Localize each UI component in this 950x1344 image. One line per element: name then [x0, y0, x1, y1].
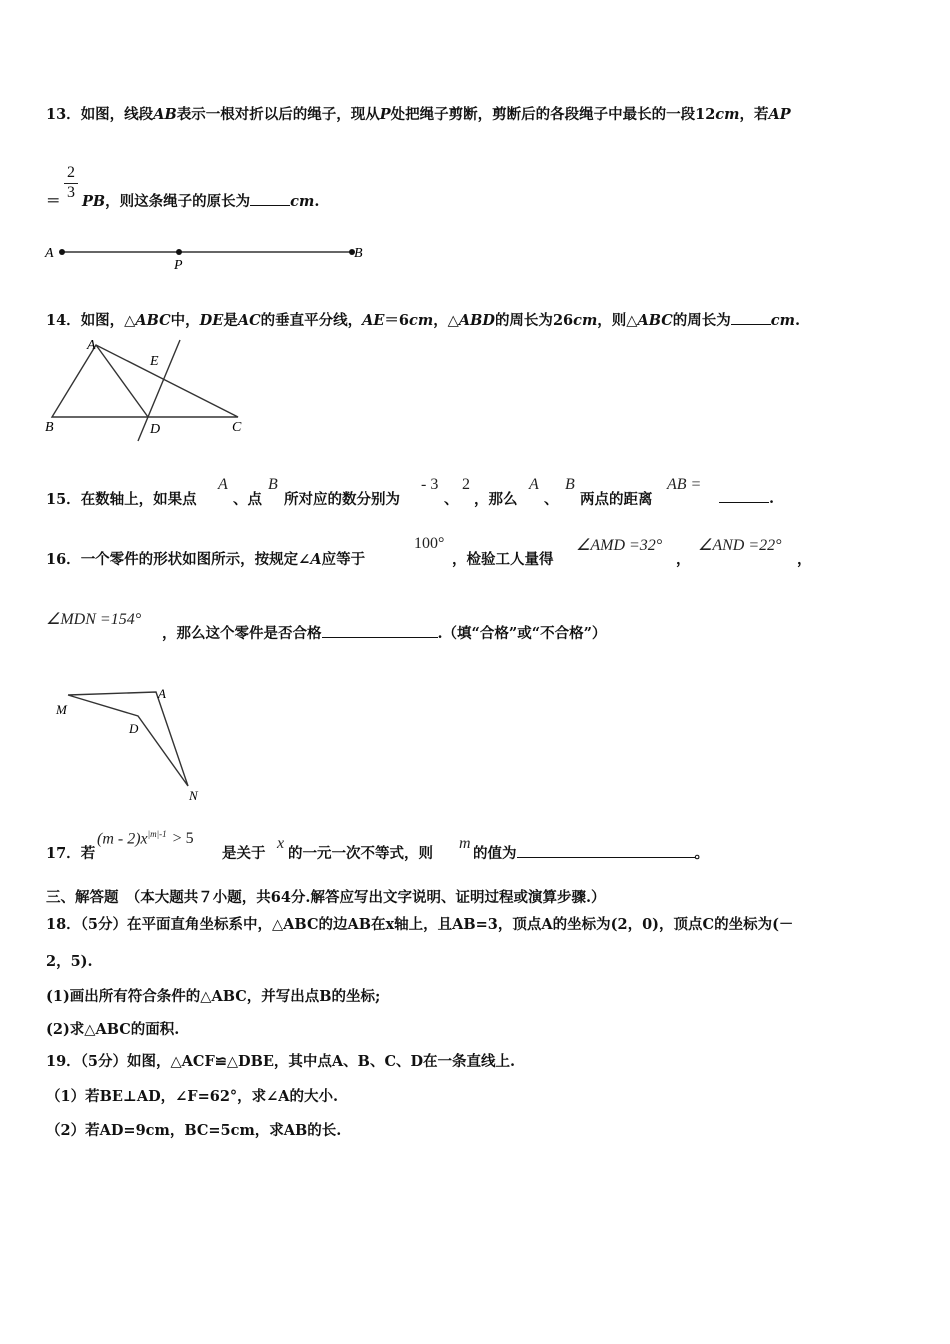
q15-text: 所对应的数分别为	[284, 491, 400, 508]
q19-subquestion-2: （2）若AD=9cm，BC=5cm，求AB的长.	[46, 1122, 342, 1139]
segment-ad	[96, 345, 148, 417]
q16-angle-and: ∠AND =22°	[698, 537, 782, 554]
q17-text: 是关于	[222, 845, 266, 862]
q15-ab-expression: AB =	[667, 476, 702, 493]
q15-value-b: 2	[462, 476, 470, 493]
q15-text: 两点的距离	[580, 491, 653, 508]
label-d: D	[129, 721, 139, 736]
q14-text: 的垂直平分线，	[260, 312, 363, 329]
q14-de: DE	[199, 312, 224, 329]
q16-text: 一个零件的形状如图所示，按规定∠	[80, 551, 311, 568]
q14-abc: ABC	[135, 312, 171, 329]
q19-subquestion-1: （1）若BE⊥AD，∠F=62°，求∠A的大小.	[46, 1088, 339, 1105]
q18-subquestion-2: (2)求△ABC的面积.	[46, 1021, 180, 1038]
label-e: E	[150, 354, 159, 369]
q16-number: 16．	[46, 551, 81, 568]
q14-text: 的周长为	[672, 312, 731, 329]
label-n: N	[189, 788, 198, 803]
fraction-denominator: 3	[67, 184, 75, 201]
q16-comma: ，	[676, 551, 691, 568]
q13-line2	[82, 190, 319, 211]
q17-text: 的值为	[473, 845, 517, 862]
q16-angle-amd: ∠AMD =32°	[576, 537, 663, 554]
q13-pb: PB	[82, 193, 106, 210]
q13-text: 处把绳子剪断，剪断后的各段绳子中最长的一段	[390, 106, 696, 123]
q13-segment-ab: AB	[153, 106, 177, 123]
q13-text: 如图，线段	[80, 106, 154, 123]
q15-answer-blank[interactable]	[719, 488, 769, 503]
label-a: A	[87, 338, 96, 353]
q14-text: 是	[223, 312, 238, 329]
q17-start	[46, 842, 95, 863]
q17-number: 17．	[46, 845, 81, 862]
q13-unit2: cm	[290, 193, 315, 210]
q15-point-b2: B	[565, 476, 575, 493]
q16-text: ，检验工人量得	[452, 551, 554, 568]
q13-number: 13．	[46, 106, 81, 123]
q14-text: 的周长为	[494, 312, 553, 329]
q14-text: ＝6	[384, 312, 410, 329]
q14-end: .	[794, 312, 801, 329]
q13-line2-eq	[46, 190, 61, 211]
q16-comma: ，	[797, 551, 812, 568]
q13-end: .	[314, 193, 320, 210]
label-a: A	[45, 246, 54, 261]
q17-variable-x: x	[277, 835, 285, 852]
q13-equals: ＝	[46, 193, 61, 210]
q13-line1	[46, 103, 791, 124]
q17-text: 的一元一次不等式，则	[288, 845, 433, 862]
q17-end: 。	[694, 845, 709, 862]
point-a-dot	[59, 249, 65, 255]
q16-angle-mdn: ∠MDN =154°	[46, 611, 142, 628]
label-d: D	[150, 422, 161, 437]
q14-unit: cm	[409, 312, 434, 329]
q17-inequality	[97, 829, 194, 848]
fraction-numerator: 2	[67, 164, 75, 181]
q15-num-text	[46, 488, 197, 509]
part-outline	[68, 692, 188, 786]
q16-text: ，那么这个零件是否合格	[162, 625, 322, 642]
q13-point-p: P	[379, 106, 391, 123]
q14-answer-blank[interactable]	[731, 310, 771, 325]
q15-text: ，那么	[474, 491, 518, 508]
q15-point-b: B	[268, 476, 278, 493]
q17-exponent: |m|-1	[147, 829, 167, 839]
q13-length: 12	[695, 106, 716, 123]
q15-text: 、点	[233, 491, 262, 508]
q14-figure	[40, 335, 255, 447]
q13-text: ，若	[739, 106, 769, 123]
q13-ap: AP	[768, 106, 791, 123]
q15-text: 在数轴上，如果点	[80, 491, 197, 508]
q16-text: 应等于	[321, 551, 366, 568]
section-heading: 三、解答题 （本大题共７小题，共64分.解答应写出文字说明、证明过程或演算步骤.）	[46, 889, 606, 906]
q15-value-a: - 3	[421, 476, 439, 493]
q14-unit: cm	[573, 312, 598, 329]
q14-number: 14．	[46, 312, 81, 329]
q14-abd: ABD	[458, 312, 495, 329]
q16-line1a	[46, 548, 365, 569]
label-b: B	[45, 420, 54, 435]
q17-expression: (m - 2)x	[97, 830, 148, 848]
q13-fraction	[64, 165, 78, 201]
q14-line1	[46, 309, 800, 330]
q16-figure	[50, 680, 220, 805]
q13-unit: cm	[715, 106, 740, 123]
q15-separator: 、	[544, 491, 559, 508]
q18-subquestion-1: (1)画出所有符合条件的△ABC，并写出点B的坐标;	[46, 988, 381, 1005]
label-a: A	[158, 686, 166, 701]
q13-text: ，则这条绳子的原长为	[105, 193, 251, 210]
q15-separator: 、	[444, 491, 459, 508]
label-p: P	[174, 258, 183, 272]
q13-answer-blank[interactable]	[250, 191, 290, 206]
q13-figure	[40, 238, 380, 272]
q15-point-a: A	[218, 476, 228, 493]
label-m: M	[56, 702, 67, 717]
q14-text: ，△	[433, 312, 459, 329]
point-p-dot	[176, 249, 182, 255]
q14-ae: AE	[362, 312, 385, 329]
q17-answer-blank[interactable]	[517, 843, 695, 858]
q15-number: 15．	[46, 491, 81, 508]
q17-variable-m: m	[459, 835, 471, 852]
q14-unit: cm	[770, 312, 795, 329]
label-c: C	[232, 420, 242, 435]
q17-text: 若	[80, 845, 96, 862]
q14-text: 中，	[170, 312, 200, 329]
q16-required-angle: 100°	[414, 535, 445, 552]
q14-ac: AC	[237, 312, 261, 329]
q16-angle-a: A	[310, 551, 322, 568]
triangle-abc	[52, 345, 238, 417]
q18-line1: 18．（5分）在平面直角坐标系中，△ABC的边AB在x轴上，且AB=3，顶点A的坐标为(2，0)，顶点C的坐标为(－	[46, 916, 794, 933]
q16-answer-blank[interactable]	[322, 623, 438, 638]
label-b: B	[354, 246, 363, 261]
q15-end: .	[769, 490, 775, 507]
q17-greater-than: > 5	[172, 830, 194, 848]
q13-text: 表示一根对折以后的绳子，现从	[176, 106, 380, 123]
q19-line1: 19．（5分）如图，△ACF≌△DBE，其中点A、B、C、D在一条直线上.	[46, 1053, 516, 1070]
q15-point-a2: A	[529, 476, 539, 493]
q14-text: 如图，△	[80, 312, 136, 329]
q14-text: ，则△	[597, 312, 638, 329]
q14-abc: ABC	[637, 312, 673, 329]
q14-perimeter: 26	[552, 312, 574, 329]
q18-line2: 2，5).	[46, 953, 93, 970]
q16-text: .（填“合格”或“不合格”）	[437, 625, 607, 642]
